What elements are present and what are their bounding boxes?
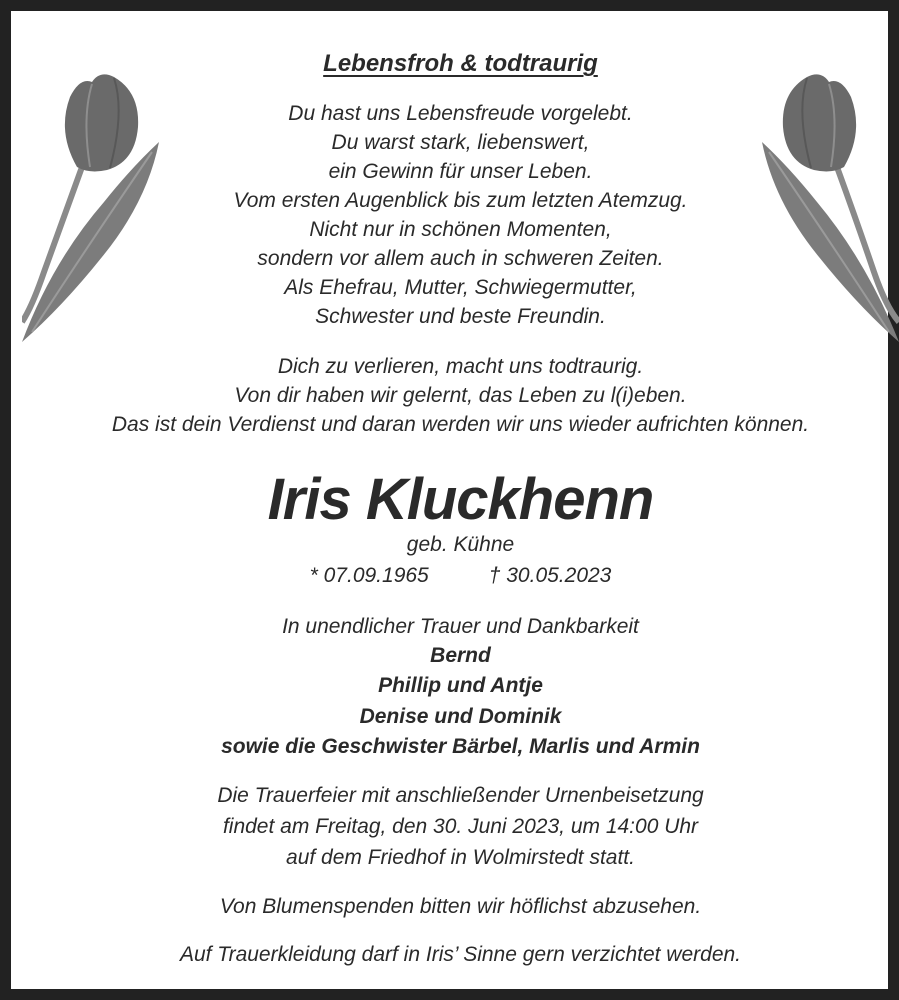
poem-line: sondern vor allem auch in schweren Zeiten. <box>257 247 664 270</box>
mourner-name: sowie die Geschwister Bärbel, Marlis und Armin <box>221 735 700 758</box>
poem-line: ein Gewinn für unser Leben. <box>328 160 593 183</box>
mourner-name: Phillip und Antje <box>378 674 543 697</box>
life-dates <box>22 564 899 588</box>
mourner-name: Bernd <box>430 644 491 667</box>
obituary-content <box>22 22 899 1000</box>
poem-line: Vom ersten Augenblick bis zum letzten Atemzug. <box>233 189 688 212</box>
poem-line: Als Ehefrau, Mutter, Schwiegermutter, <box>284 276 637 299</box>
funeral-info-line: Die Trauerfeier mit anschließender Urnenbeisetzung <box>217 784 704 807</box>
mourners-intro: In unendlicher Trauer und Dankbarkeit <box>282 615 639 638</box>
tribute-line: Dich zu verlieren, macht uns todtraurig. <box>277 355 644 378</box>
maiden-name: geb. Kühne <box>406 533 515 556</box>
dress-note: Auf Trauerkleidung darf in Iris’ Sinne gern verzichtet werden. <box>179 943 742 966</box>
poem-line: Nicht nur in schönen Momenten, <box>309 218 612 241</box>
mourner-name: Denise und Dominik <box>359 705 562 728</box>
tribute-line: Von dir haben wir gelernt, das Leben zu l(i)eben. <box>234 384 687 407</box>
death-date: † 30.05.2023 <box>488 564 612 587</box>
poem-line: Schwester und beste Freundin. <box>315 305 606 328</box>
funeral-info-line: auf dem Friedhof in Wolmirstedt statt. <box>286 846 635 869</box>
poem-line: Du hast uns Lebensfreude vorgelebt. <box>288 102 633 125</box>
birth-date: * 07.09.1965 <box>309 564 429 587</box>
poem-line: Du warst stark, liebenswert, <box>331 131 590 154</box>
deceased-name: Iris Kluckhenn <box>267 467 654 532</box>
funeral-info-line: findet am Freitag, den 30. Juni 2023, um 14:00 Uhr <box>222 815 699 838</box>
tribute-line: Das ist dein Verdienst und daran werden wir uns wieder aufrichten können. <box>111 413 810 436</box>
obituary-heading: Lebensfroh & todtraurig <box>323 50 598 77</box>
flower-note: Von Blumenspenden bitten wir höflichst abzusehen. <box>219 895 702 918</box>
